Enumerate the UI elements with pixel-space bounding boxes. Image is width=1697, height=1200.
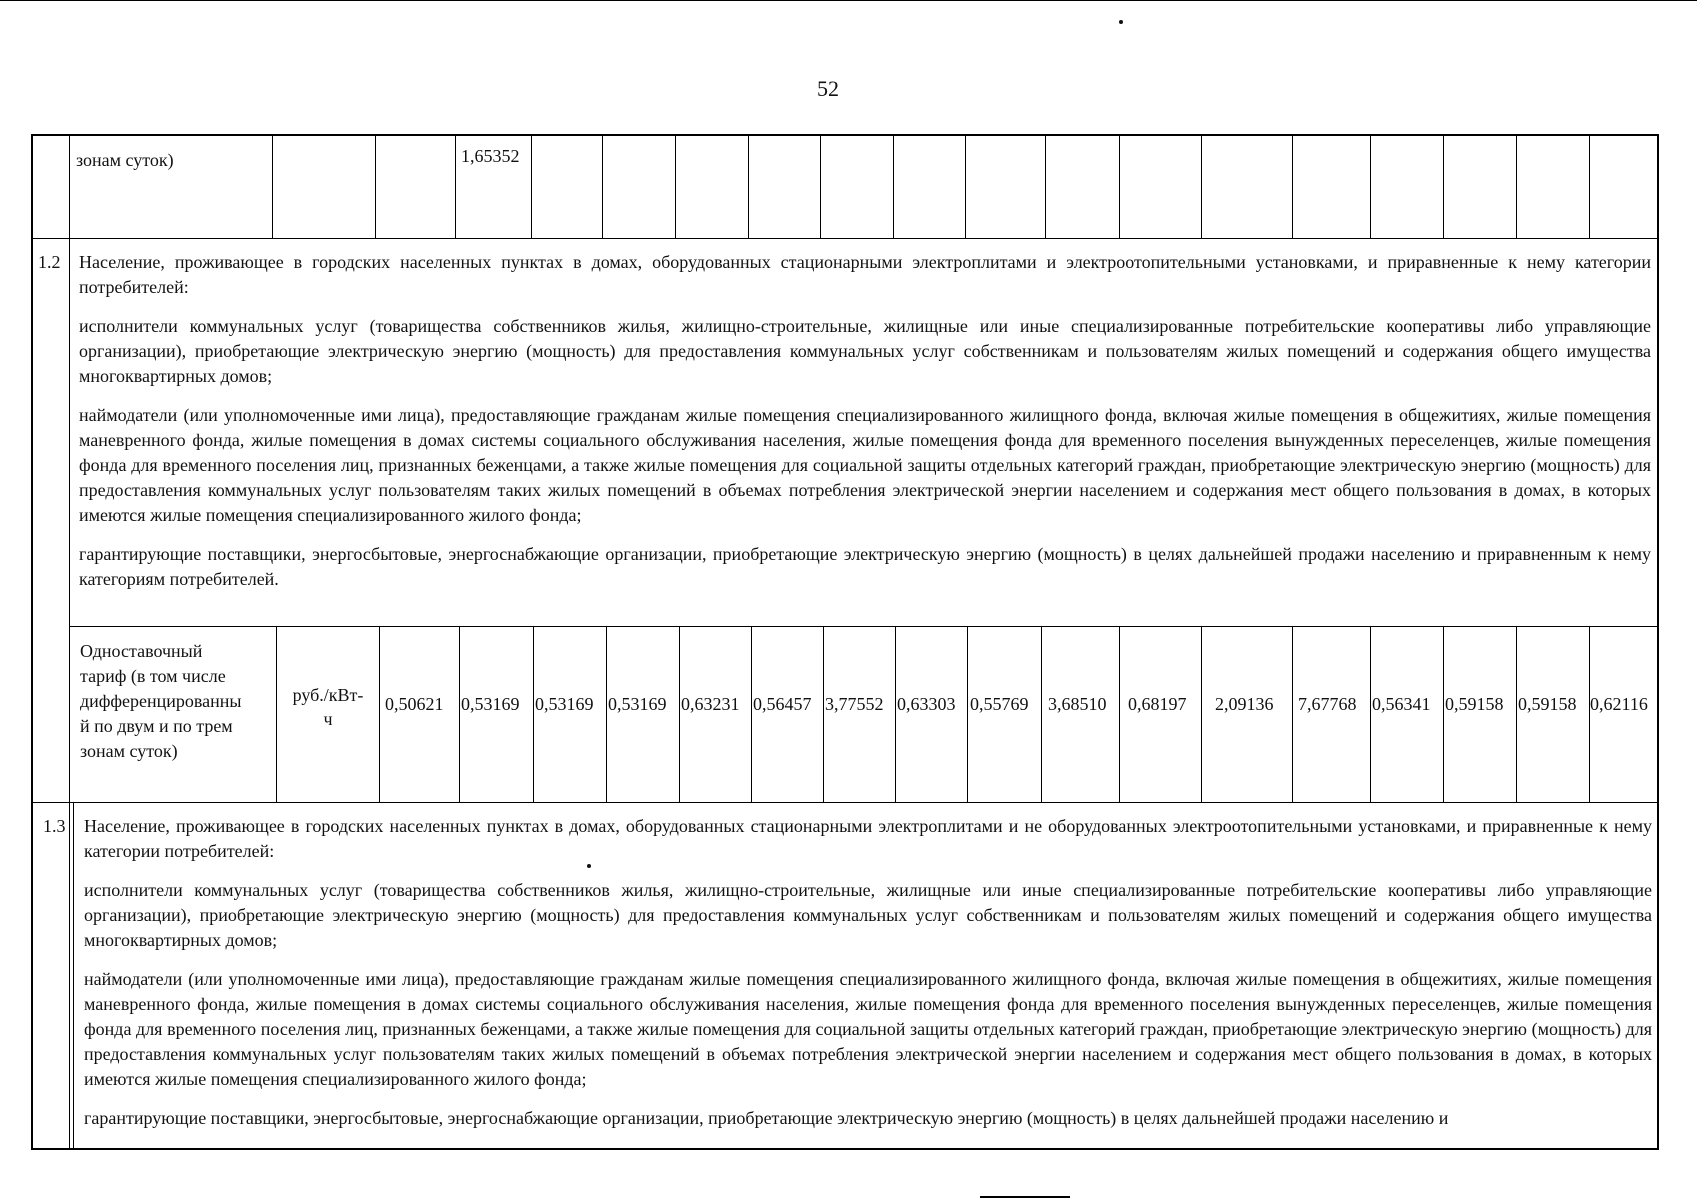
paragraph: исполнители коммунальных услуг (товарищества собственников жилья, жилищно-строительные, жилищные или иные специализированные потребительские кооперативы либо управляющие организации), приобретающие электрическую энергию (мощность) для предоставления коммунальных услуг собственникам и пользователям жилых помещений и содержания общего имущества многоквартирных домов; [84, 880, 1652, 950]
paragraph: исполнители коммунальных услуг (товарищества собственников жилья, жилищно-строительные, жилищные или иные специализированные потребительские кооперативы либо управляющие организации), приобретающие электрическую энергию (мощность) для предоставления коммунальных услуг собственникам и пользователям жилых помещений и содержания общего имущества многоквартирных домов; [79, 316, 1651, 386]
tariff-label-line: зонам суток) [80, 741, 178, 761]
col-divider [895, 626, 896, 802]
col-divider [1589, 134, 1590, 238]
col-divider [459, 626, 460, 802]
num-column-divider [73, 802, 74, 1150]
tariff-label-line: й по двум и по трем [80, 716, 233, 736]
col-divider [1443, 626, 1444, 802]
col-divider [967, 626, 968, 802]
tariff-value: 0,62116 [1590, 694, 1648, 714]
tariff-value: 2,09136 [1215, 694, 1274, 714]
col-divider [533, 626, 534, 802]
tariff-unit-line: ч [323, 709, 333, 729]
table-top-border [31, 134, 1659, 136]
section-1-3-text [84, 814, 1652, 1131]
col-divider [751, 626, 752, 802]
tariff-value: 0,53169 [461, 694, 520, 714]
section-1-2-text [79, 250, 1651, 592]
top-edge-line [0, 0, 1697, 1]
col-divider [1201, 626, 1202, 802]
section-heading: Население, проживающее в городских населенных пунктах в домах, оборудованных стационарными электроплитами и электроотопительными установками, и приравненные к нему категории потребителей: [79, 252, 1651, 297]
tariff-value: 0,56457 [753, 694, 812, 714]
col-divider [531, 134, 532, 238]
section-number: 1.3 [43, 816, 66, 836]
tariff-label-line: дифференцированны [80, 691, 242, 711]
col-divider [820, 134, 821, 238]
col-divider [1119, 626, 1120, 802]
tariff-unit [277, 683, 379, 731]
tariff-label-line: тариф (в том числе [80, 666, 226, 686]
row-divider [31, 802, 1659, 803]
col-divider [272, 134, 273, 238]
tariff-value: 0,53169 [608, 694, 667, 714]
row-divider [31, 238, 1659, 239]
col-divider [1041, 626, 1042, 802]
tariff-value: 0,59158 [1445, 694, 1504, 714]
col-divider [1516, 626, 1517, 802]
scan-speck [1119, 20, 1123, 24]
paragraph: наймодатели (или уполномоченные ими лица), предоставляющие гражданам жилые помещения специализированного жилищного фонда, включая жилые помещения в общежитиях, жилые помещения маневренного фонда, жилые помещения в домах системы социального обслуживания населения, жилые помещения фонда для временного поселения вынужденных переселенцев, жилые помещения фонда для временного поселения лиц, признанных беженцами, а также жилые помещения для социальной защиты отдельных категорий граждан, приобретающие электрическую энергию (мощность) для предоставления коммунальных услуг пользователям таких жилых помещений в объемах потребления электрической энергии населением и содержания мест общего пользования в домах, в которых имеются жилые помещения специализированного жилого фонда; [79, 405, 1651, 525]
tariff-value: 0,56341 [1372, 694, 1431, 714]
tariff-value: 7,67768 [1298, 694, 1357, 714]
col-divider [1370, 626, 1371, 802]
section-heading: Население, проживающее в городских населенных пунктах в домах, оборудованных стационарными электроплитами и не оборудованных электроотопительными установками, и приравненные к нему категории потребителей: [84, 816, 1652, 861]
tariff-label-line: Одноставочный [80, 641, 203, 661]
row-divider [69, 626, 1659, 627]
col-divider [748, 134, 749, 238]
tariff-value: 3,68510 [1048, 694, 1107, 714]
continued-row-label: зонам суток) [76, 150, 174, 170]
col-divider [1045, 134, 1046, 238]
tariff-value: 3,77552 [825, 694, 884, 714]
tariff-value: 0,53169 [535, 694, 594, 714]
section-number: 1.2 [38, 252, 61, 272]
table-left-border [31, 134, 33, 1150]
page-number: 52 [817, 76, 839, 101]
col-divider [679, 626, 680, 802]
continued-row-value: 1,65352 [461, 146, 520, 166]
col-divider [455, 134, 456, 238]
num-column-divider [69, 134, 70, 1150]
col-divider [823, 626, 824, 802]
col-divider [1201, 134, 1202, 238]
table-right-border [1657, 134, 1659, 1150]
tariff-label [80, 639, 272, 764]
col-divider [965, 134, 966, 238]
col-divider [602, 134, 603, 238]
col-divider [1292, 626, 1293, 802]
tariff-value: 0,55769 [970, 694, 1029, 714]
bottom-edge-mark [980, 1196, 1070, 1198]
col-divider [1292, 134, 1293, 238]
tariff-value: 0,63231 [681, 694, 740, 714]
col-divider [1370, 134, 1371, 238]
col-divider [893, 134, 894, 238]
col-divider [1443, 134, 1444, 238]
tariff-value: 0,59158 [1518, 694, 1577, 714]
tariff-value: 0,63303 [897, 694, 956, 714]
tariff-value: 0,68197 [1128, 694, 1187, 714]
tariff-value: 0,50621 [385, 694, 444, 714]
tariff-unit-line: руб./кВт- [292, 685, 364, 705]
paragraph: гарантирующие поставщики, энергосбытовые, энергоснабжающие организации, приобретающие электрическую энергию (мощность) в целях дальнейшей продажи населению и [84, 1108, 1449, 1128]
paragraph: гарантирующие поставщики, энергосбытовые, энергоснабжающие организации, приобретающие электрическую энергию (мощность) в целях дальнейшей продажи населению и приравненным к нему категориям потребителей. [79, 544, 1651, 589]
col-divider [379, 626, 380, 802]
col-divider [1516, 134, 1517, 238]
col-divider [606, 626, 607, 802]
col-divider [375, 134, 376, 238]
table-bottom-border [31, 1148, 1659, 1150]
col-divider [1119, 134, 1120, 238]
paragraph: наймодатели (или уполномоченные ими лица), предоставляющие гражданам жилые помещения специализированного жилищного фонда, включая жилые помещения в общежитиях, жилые помещения маневренного фонда, жилые помещения в домах системы социального обслуживания населения, жилые помещения фонда для временного поселения вынужденных переселенцев, жилые помещения фонда для временного поселения лиц, признанных беженцами, а также жилые помещения для социальной защиты отдельных категорий граждан, приобретающие электрическую энергию (мощность) для предоставления коммунальных услуг пользователям таких жилых помещений в объемах потребления электрической энергии населением и содержания мест общего пользования в домах, в которых имеются жилые помещения специализированного жилого фонда; [84, 969, 1652, 1089]
col-divider [675, 134, 676, 238]
